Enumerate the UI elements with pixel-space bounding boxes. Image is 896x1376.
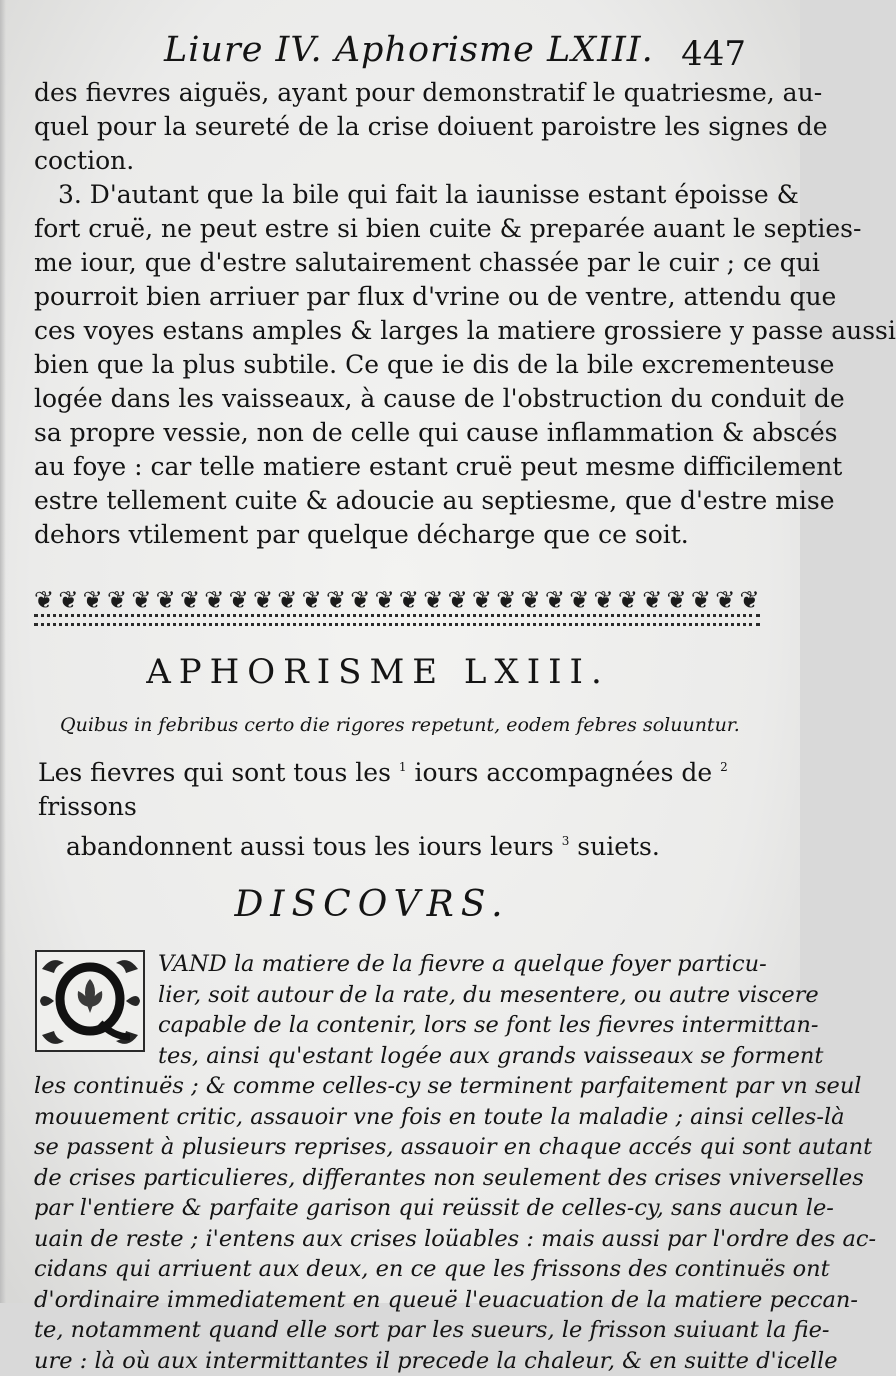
text-line: logée dans les vaisseaux, à cause de l'obstruction du conduit de xyxy=(34,382,762,416)
text-line: cidans qui arriuent aux deux, en ce que les frissons des continuës ont xyxy=(34,1254,762,1285)
text-line: tes, ainsi qu'estant logée aux grands vaisseaux se forment xyxy=(34,1041,762,1072)
text-line: 3. D'autant que la bile qui fait la iaunisse estant époisse & xyxy=(34,178,762,212)
note-marker: 3 xyxy=(562,834,570,848)
continuation-text xyxy=(34,76,762,552)
fleuron-icon: ❦ xyxy=(594,588,614,612)
fleuron-icon: ❦ xyxy=(642,588,662,612)
discourse-body xyxy=(34,949,762,1376)
text-line: estre tellement cuite & adoucie au septiesme, que d'estre mise xyxy=(34,484,762,518)
translation-text: frissons xyxy=(38,792,137,821)
translation-text: suiets. xyxy=(569,832,660,861)
fleuron-icon: ❦ xyxy=(107,588,127,612)
text-line: sa propre vessie, non de celle qui cause inflammation & abscés xyxy=(34,416,762,450)
text-line: dehors vtilement par quelque décharge que ce soit. xyxy=(34,518,762,552)
text-line: des fievres aiguës, ayant pour demonstratif le quatriesme, au- xyxy=(34,76,762,110)
translation-line-1 xyxy=(38,750,762,824)
fleuron-icon: ❦ xyxy=(545,588,565,612)
aphorism-heading: APHORISME LXIII. xyxy=(34,652,762,692)
text-line: de crises particulieres, differantes non seulement des crises vniverselles xyxy=(34,1163,762,1194)
fleuron-icon: ❦ xyxy=(277,588,297,612)
text-line: uain de reste ; i'entens aux crises loüables : mais aussi par l'ordre des ac- xyxy=(34,1224,762,1255)
text-line: quel pour la seureté de la crise doiuent paroistre les signes de xyxy=(34,110,762,144)
ornament-border xyxy=(34,614,760,626)
french-translation xyxy=(38,750,762,864)
text-line: coction. xyxy=(34,144,762,178)
text-line: lier, soit autour de la rate, du mesentere, ou autre viscere xyxy=(34,980,762,1011)
note-marker: 1 xyxy=(399,760,407,774)
fleuron-icon: ❦ xyxy=(375,588,395,612)
fleuron-icon: ❦ xyxy=(156,588,176,612)
translation-text: abandonnent aussi tous les iours leurs xyxy=(66,832,562,861)
fleuron-icon: ❦ xyxy=(618,588,638,612)
text-line: pourroit bien arriuer par flux d'vrine ou de ventre, attendu que xyxy=(34,280,762,314)
fleuron-icon: ❦ xyxy=(58,588,78,612)
fleuron-icon: ❦ xyxy=(180,588,200,612)
discourse-title: DISCOVRS. xyxy=(34,884,762,925)
fleuron-icon: ❦ xyxy=(229,588,249,612)
text-line: mouuement critic, assauoir vne fois en toute la maladie ; ainsi celles-là xyxy=(34,1102,762,1133)
fleuron-icon: ❦ xyxy=(204,588,224,612)
text-line: me iour, que d'estre salutairement chassée par le cuir ; ce qui xyxy=(34,246,762,280)
text-line: par l'entiere & parfaite garison qui reüssit de celles-cy, sans aucun le- xyxy=(34,1193,762,1224)
decorated-initial-q-icon xyxy=(34,949,146,1053)
fleuron-icon: ❦ xyxy=(496,588,516,612)
text-line: VAND la matiere de la fievre a quelque foyer particu- xyxy=(34,949,762,980)
translation-line-2 xyxy=(38,824,762,864)
note-marker: 2 xyxy=(720,760,728,774)
fleuron-icon: ❦ xyxy=(253,588,273,612)
text-line: d'ordinaire immediatement en queuë l'euacuation de la matiere peccan- xyxy=(34,1285,762,1316)
fleuron-icon: ❦ xyxy=(350,588,370,612)
text-line: fort cruë, ne peut estre si bien cuite & preparée auant le septies- xyxy=(34,212,762,246)
fleuron-icon: ❦ xyxy=(131,588,151,612)
translation-text: iours accompagnées de xyxy=(407,758,721,787)
latin-aphorism: Quibus in febribus certo die rigores repetunt, eodem febres soluuntur. xyxy=(60,714,762,736)
fleuron-icon: ❦ xyxy=(740,588,760,612)
text-line: ces voyes estans amples & larges la matiere grossiere y passe aussi xyxy=(34,314,762,348)
fleuron-icon: ❦ xyxy=(448,588,468,612)
text-line: les continuës ; & comme celles-cy se terminent parfaitement par vn seul xyxy=(34,1071,762,1102)
fleuron-icon: ❦ xyxy=(83,588,103,612)
fleuron-icon: ❦ xyxy=(569,588,589,612)
text-line: capable de la contenir, lors se font les fievres intermittan- xyxy=(34,1010,762,1041)
fleuron-icon: ❦ xyxy=(472,588,492,612)
page-number: 447 xyxy=(681,34,746,74)
fleuron-icon: ❦ xyxy=(521,588,541,612)
fleuron-icon: ❦ xyxy=(302,588,322,612)
fleuron-icon: ❦ xyxy=(423,588,443,612)
page-edge-shadow xyxy=(0,0,6,1303)
text-line: ure : là où aux intermittantes il precede la chaleur, & en suitte d'icelle xyxy=(34,1346,762,1376)
text-line: te, notamment quand elle sort par les sueurs, le frisson suiuant la fie- xyxy=(34,1315,762,1346)
page-header xyxy=(34,30,762,76)
text-line: se passent à plusieurs reprises, assauoir en chaque accés qui sont autant xyxy=(34,1132,762,1163)
text-line: bien que la plus subtile. Ce que ie dis de la bile excrementeuse xyxy=(34,348,762,382)
fleuron-icon: ❦ xyxy=(326,588,346,612)
translation-text: Les fievres qui sont tous les xyxy=(38,758,399,787)
text-line: au foye : car telle matiere estant cruë peut mesme difficilement xyxy=(34,450,762,484)
fleuron-icon: ❦ xyxy=(667,588,687,612)
fleuron-icon: ❦ xyxy=(34,588,54,612)
running-title: Liure IV. Aphorisme LXIII. xyxy=(164,30,654,70)
fleuron-icon: ❦ xyxy=(691,588,711,612)
fleuron-icon: ❦ xyxy=(399,588,419,612)
fleuron-icon: ❦ xyxy=(715,588,735,612)
